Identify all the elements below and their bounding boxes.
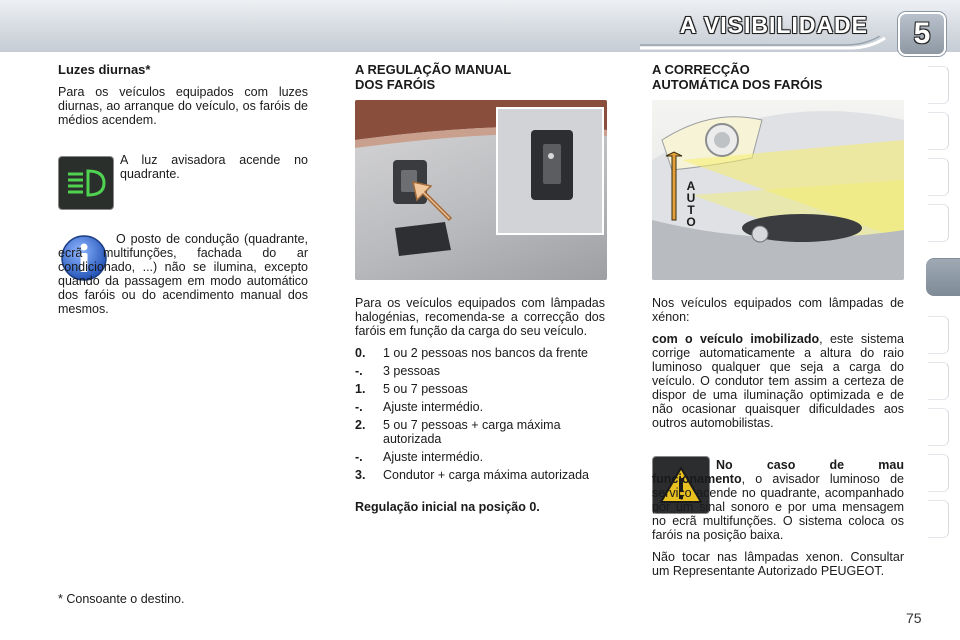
chapter-tab[interactable] (928, 158, 949, 196)
manual-adjust-heading-line2: DOS FARÓIS (355, 77, 436, 92)
chapter-tab[interactable] (928, 112, 949, 150)
stationary-lead: com o veículo imobilizado (652, 332, 820, 346)
daytime-lights-heading: Luzes diurnas* (58, 62, 151, 77)
load-setting-item: -. 3 pessoas (355, 364, 440, 378)
chapter-tab[interactable] (928, 454, 949, 492)
headlight-adjust-photo (355, 100, 607, 280)
auto-correction-body: Nos veículos equipados com lâmpadas de xénon: com o veículo imobilizado, este sistema corrige automaticamente a altura do raio luminoso qualquer que seja a carga do veículo. O condutor tem assim a certeza de dispor de uma iluminação optimizada e de não ocasionar quaisquer dificuldades aos outros automobilistas. (652, 296, 904, 430)
malfunction-lead: No caso de mau funcionamento (652, 458, 904, 486)
manual-adjust-body: Para os veículos equipados com lâmpadas halogénias, recomenda-se a correcção dos faróis em função da carga do seu veículo. 0. 1 ou 2 pessoas nos bancos da frente -. 3 pessoas 1. 5 ou 7 pessoas -. Ajuste intermédio. 2. 5 ou 7 pessoas + carga máxima autorizada -. Ajuste intermédio. 3. Condutor + carga máxima autorizada Regulação inicial na posição 0. (355, 296, 605, 514)
chapter-tabs (928, 66, 950, 576)
load-setting-item: -. Ajuste intermédio. (355, 400, 484, 414)
auto-correction-heading-line1: A CORRECÇÃO (652, 62, 750, 77)
manual-adjust-heading-line1: A REGULAÇÃO MANUAL (355, 62, 512, 77)
auto-label: AUTO (686, 179, 696, 229)
indicator-note: A luz avisadora acende no quadrante. (120, 153, 308, 181)
load-setting-item: 1. 5 ou 7 pessoas (355, 382, 468, 396)
chapter-tab[interactable] (928, 362, 949, 400)
load-setting-item: 0. 1 ou 2 pessoas nos bancos da frente (355, 346, 589, 360)
headlight-indicator-icon (58, 156, 114, 210)
auto-correction-heading-line2: AUTOMÁTICA DOS FARÓIS (652, 77, 823, 92)
load-setting-item: 3. Condutor + carga máxima autorizada (355, 468, 590, 482)
manual-adjust-section (355, 62, 605, 92)
footnote: * Consoante o destino. (58, 592, 185, 606)
daytime-lights-intro: Para os veículos equipados com luzes diurnas, ao arranque do veículo, os faróis de médios acendem. (58, 85, 308, 127)
chapter-tab[interactable] (928, 408, 949, 446)
chapter-tab[interactable] (928, 316, 949, 354)
chapter-tab-active[interactable] (926, 258, 960, 296)
chapter-tab[interactable] (928, 500, 949, 538)
load-setting-item: 2. 5 ou 7 pessoas + carga máxima autorizada (355, 418, 561, 446)
page-number: 75 (906, 610, 922, 626)
section-title: A VISIBILIDADE (679, 12, 868, 38)
chapter-badge: 5 (898, 12, 946, 56)
daytime-lights-section (58, 62, 308, 135)
car-headlights-photo (652, 100, 904, 280)
chapter-tab[interactable] (928, 66, 949, 104)
load-setting-item: -. Ajuste intermédio. (355, 450, 484, 464)
auto-correction-section (652, 62, 904, 92)
malfunction-note: No caso de mau funcionamento, o avisador luminoso de serviço acende no quadrante, acompanhado por um sinal sonoro e por uma mensagem no ecrã multifunções. O sistema coloca os faróis na posição baixa. Não tocar nas lâmpadas xenon. Consultar um Representante Autorizado PEUGEOT. (652, 458, 904, 578)
chapter-tab[interactable] (928, 204, 949, 242)
xenon-note: Não tocar nas lâmpadas xenon. Consultar um Representante Autorizado PEUGEOT. (652, 550, 904, 578)
info-note: O posto de condução (quadrante, ecrã multifunções, fachada do ar condicionado, ...) não se ilumina, excepto quando da passagem em modo automático dos faróis ou do acendimento manual dos mesmos. (58, 232, 308, 316)
initial-setting-note: Regulação inicial na posição 0. (355, 500, 540, 514)
